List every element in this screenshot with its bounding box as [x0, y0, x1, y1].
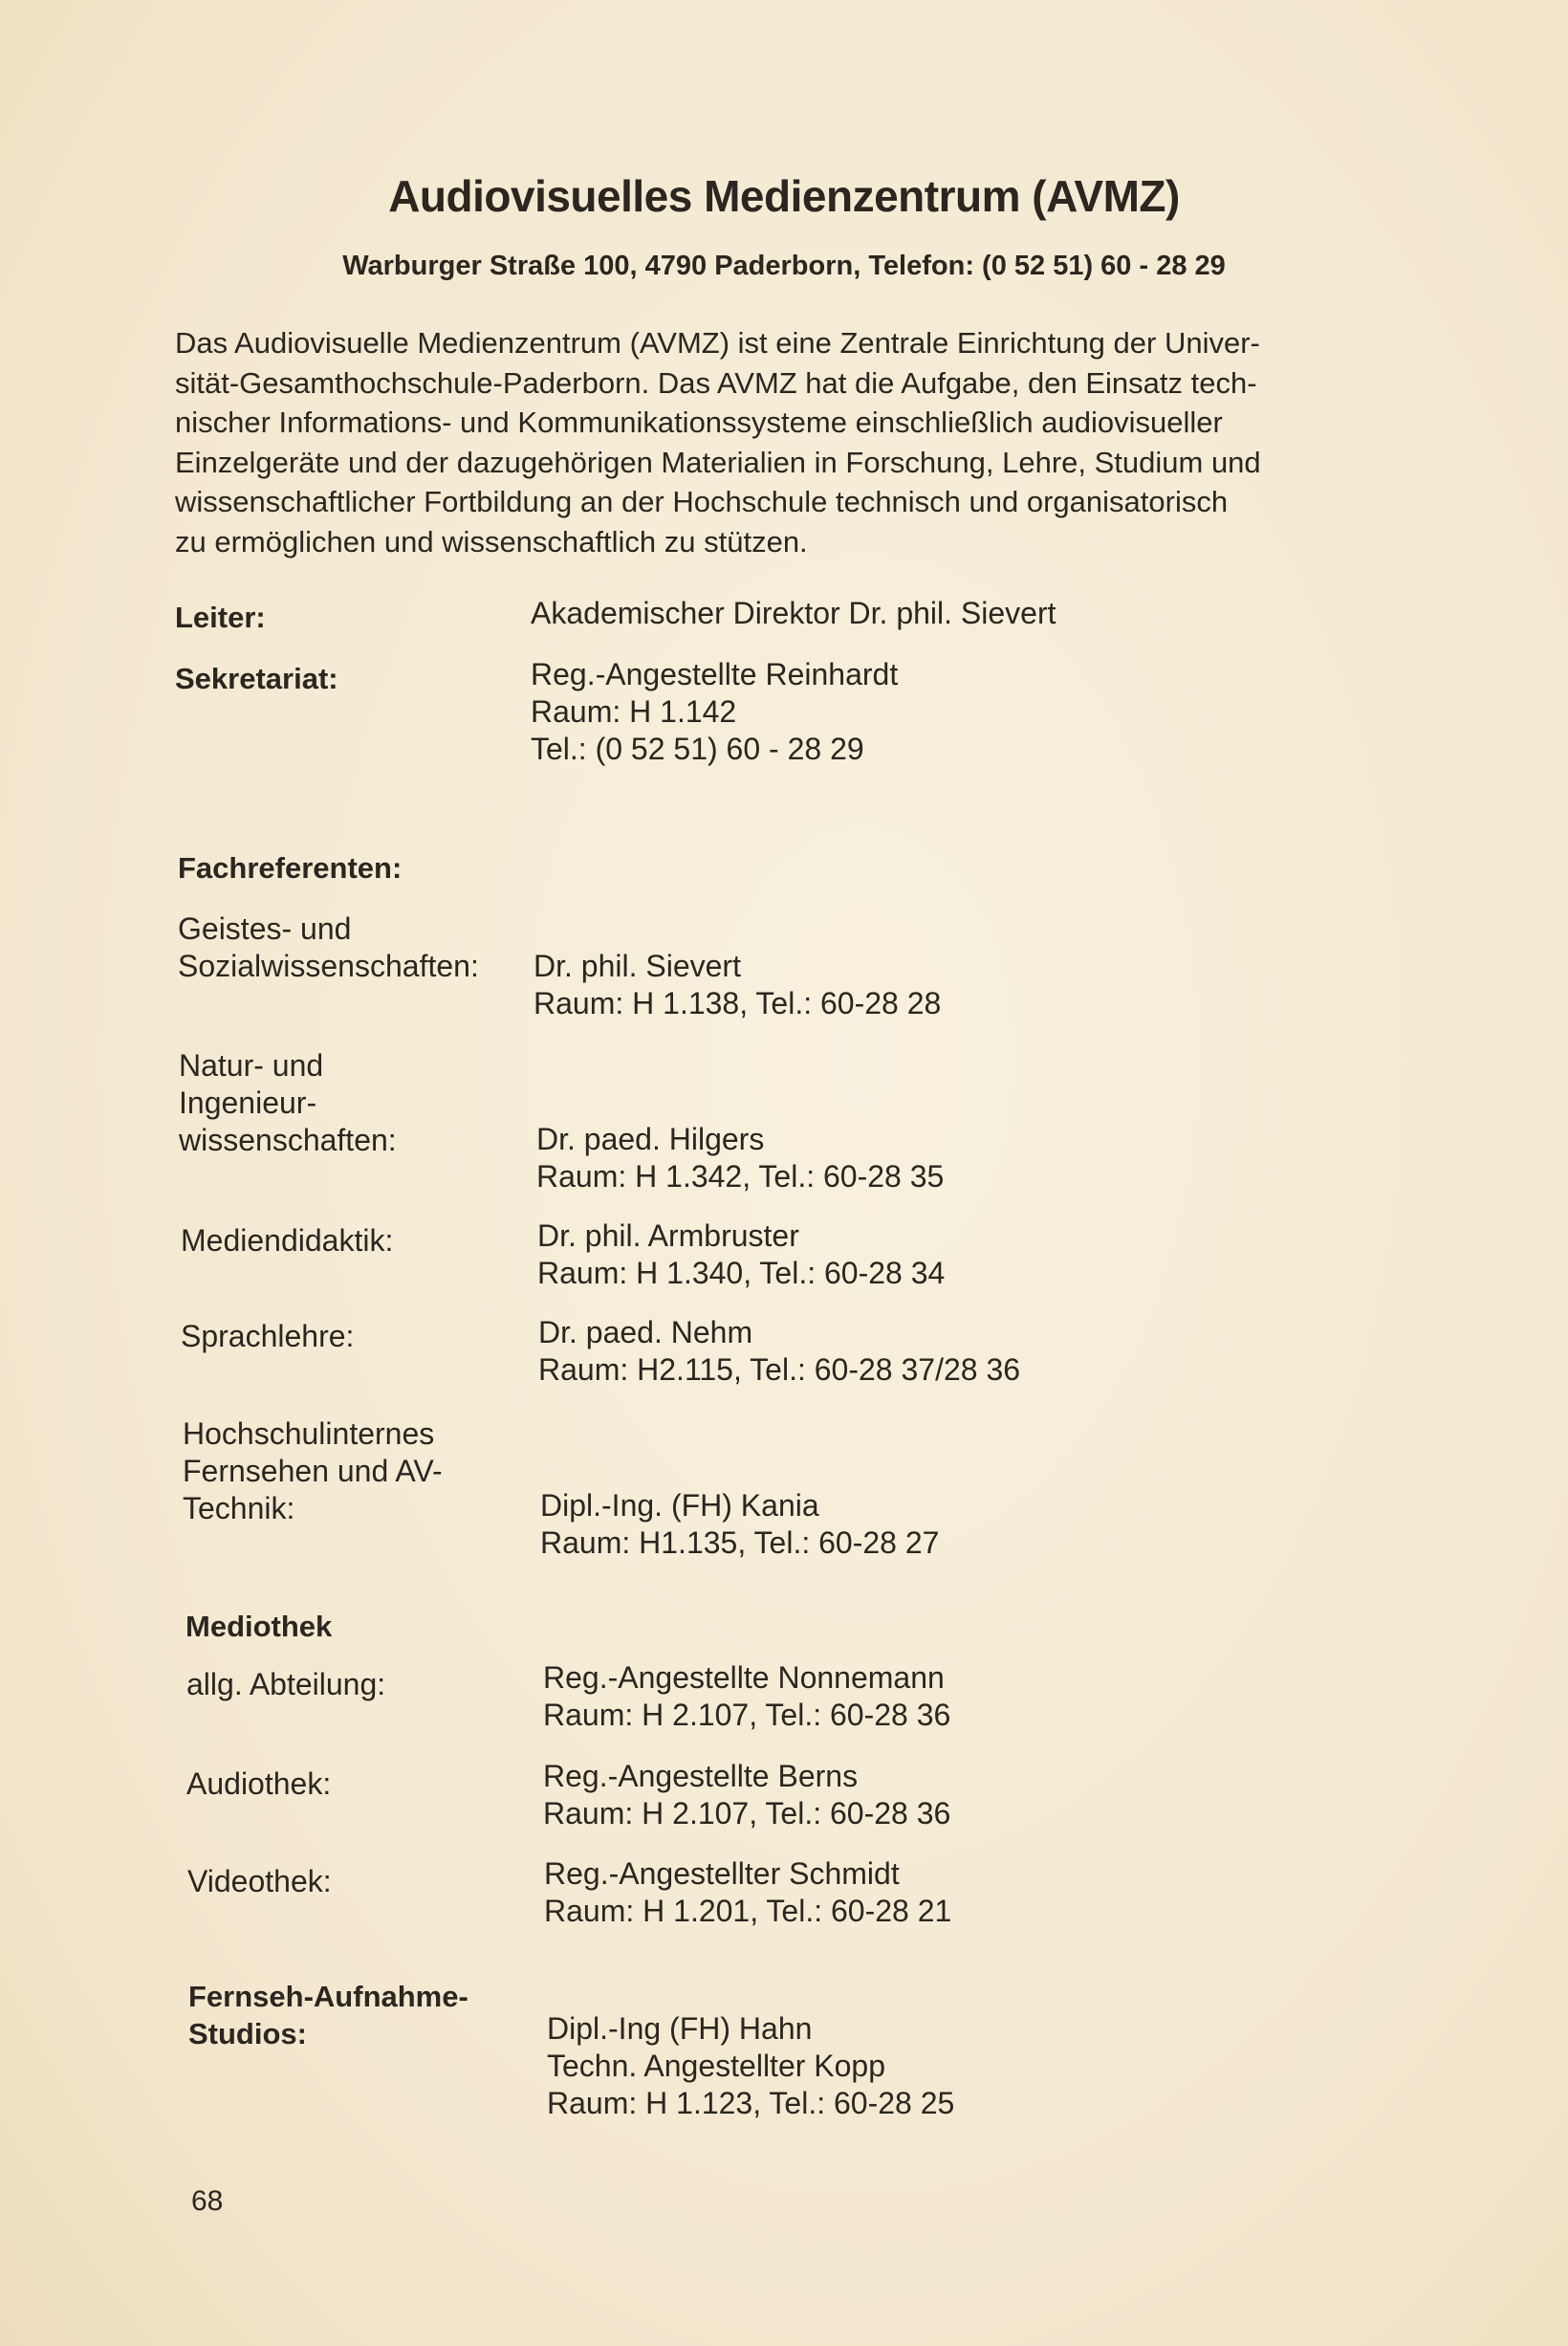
fachreferent-label-natur [179, 1047, 397, 1159]
page-number: 68 [191, 2185, 224, 2217]
mediothek-label-audiothek: Audiothek: [186, 1766, 332, 1801]
mediothek-value-audiothek [543, 1758, 950, 1832]
label-line: Sprachlehre: [181, 1319, 355, 1353]
fachreferent-value-mediendidaktik [537, 1217, 945, 1292]
sekretariat-label: Sekretariat: [175, 662, 338, 695]
value-line: Dr. phil. Sievert [534, 949, 741, 983]
fachreferent-label-geistes [178, 910, 479, 985]
leiter-value: Akademischer Direktor Dr. phil. Sievert [531, 596, 1056, 630]
value-line: Raum: H 1.342, Tel.: 60-28 35 [536, 1159, 945, 1194]
value-line: Reg.-Angestellte Berns [543, 1759, 859, 1793]
address-line: Warburger Straße 100, 4790 Paderborn, Telefon: (0 52 51) 60 - 28 29 [342, 251, 1226, 281]
label-line: wissenschaften: [179, 1123, 397, 1157]
fachreferent-label-sprachlehre [181, 1318, 354, 1355]
fachreferenten-heading: Fachreferenten: [178, 851, 403, 885]
mediothek-value-allg [543, 1659, 950, 1734]
mediothek-heading: Mediothek [185, 1610, 333, 1643]
sekretariat-line: Reg.-Angestellte Reinhardt [531, 657, 899, 691]
label-line: Natur- und [179, 1048, 324, 1083]
fachreferent-value-natur [536, 1121, 944, 1195]
value-line: Raum: H 1.201, Tel.: 60-28 21 [544, 1894, 952, 1928]
intro-line: Das Audiovisuelle Medienzentrum (AVMZ) ist eine Zentrale Einrichtung der Univer- [175, 326, 1260, 360]
fachreferent-label-fernsehen [183, 1415, 443, 1527]
sekretariat-line: Raum: H 1.142 [531, 694, 737, 729]
label-line: Ingenieur- [179, 1085, 317, 1120]
sekretariat-line: Tel.: (0 52 51) 60 - 28 29 [531, 732, 864, 766]
intro-paragraph [175, 323, 1408, 561]
intro-line: zu ermöglichen und wissenschaftlich zu stützen. [175, 524, 808, 559]
label-line: Sozialwissenschaften: [178, 949, 479, 983]
label-line: Mediendidaktik: [181, 1223, 394, 1258]
intro-line: wissenschaftlicher Fortbildung an der Hochschule technisch und organisatorisch [175, 485, 1229, 518]
value-line: Dipl.-Ing. (FH) Kania [540, 1488, 819, 1523]
value-line: Raum: H 1.138, Tel.: 60-28 28 [534, 986, 942, 1020]
label-line: Technik: [183, 1491, 295, 1525]
fachreferent-value-geistes [534, 948, 941, 1022]
value-line: Dr. paed. Nehm [538, 1315, 753, 1349]
studios-value [547, 2010, 954, 2122]
mediothek-label-videothek: Videothek: [187, 1864, 332, 1898]
value-line: Raum: H2.115, Tel.: 60-28 37/28 36 [538, 1352, 1021, 1387]
value-line: Dipl.-Ing (FH) Hahn [547, 2011, 813, 2046]
studios-label [188, 1978, 468, 2052]
value-line: Reg.-Angestellter Schmidt [544, 1856, 900, 1891]
page-title: Audiovisuelles Medienzentrum (AVMZ) [388, 171, 1180, 221]
fachreferent-value-sprachlehre [538, 1314, 1020, 1389]
value-line: Dr. paed. Hilgers [536, 1122, 765, 1156]
mediothek-value-videothek [544, 1855, 951, 1930]
value-line: Raum: H 2.107, Tel.: 60-28 36 [543, 1796, 951, 1831]
value-line: Raum: H 1.340, Tel.: 60-28 34 [537, 1256, 946, 1290]
value-line: Raum: H 2.107, Tel.: 60-28 36 [543, 1698, 951, 1732]
intro-line: sität-Gesamthochschule-Paderborn. Das AVMZ hat die Aufgabe, den Einsatz tech- [175, 365, 1257, 400]
value-line: Techn. Angestellter Kopp [547, 2049, 886, 2083]
label-line: Hochschulinternes [183, 1416, 435, 1451]
value-line: Dr. phil. Armbruster [537, 1218, 799, 1253]
sekretariat-value [531, 656, 898, 768]
value-line: Raum: H 1.123, Tel.: 60-28 25 [547, 2086, 955, 2120]
label-line: Geistes- und [178, 911, 352, 946]
intro-line: Einzelgeräte und der dazugehörigen Materialien in Forschung, Lehre, Studium und [175, 445, 1261, 479]
label-line: Fernseh-Aufnahme- [188, 1980, 468, 2013]
label-line: Studios: [188, 2017, 307, 2050]
fachreferent-value-fernsehen [540, 1487, 939, 1562]
mediothek-label-allg: allg. Abteilung: [186, 1667, 386, 1701]
value-line: Reg.-Angestellte Nonnemann [543, 1660, 945, 1695]
label-line: Fernsehen und AV- [183, 1454, 443, 1488]
fachreferent-label-mediendidaktik [181, 1222, 393, 1260]
intro-line: nischer Informations- und Kommunikationssysteme einschließlich audiovisueller [175, 406, 1223, 439]
value-line: Raum: H1.135, Tel.: 60-28 27 [540, 1525, 940, 1560]
leiter-label: Leiter: [175, 601, 266, 634]
